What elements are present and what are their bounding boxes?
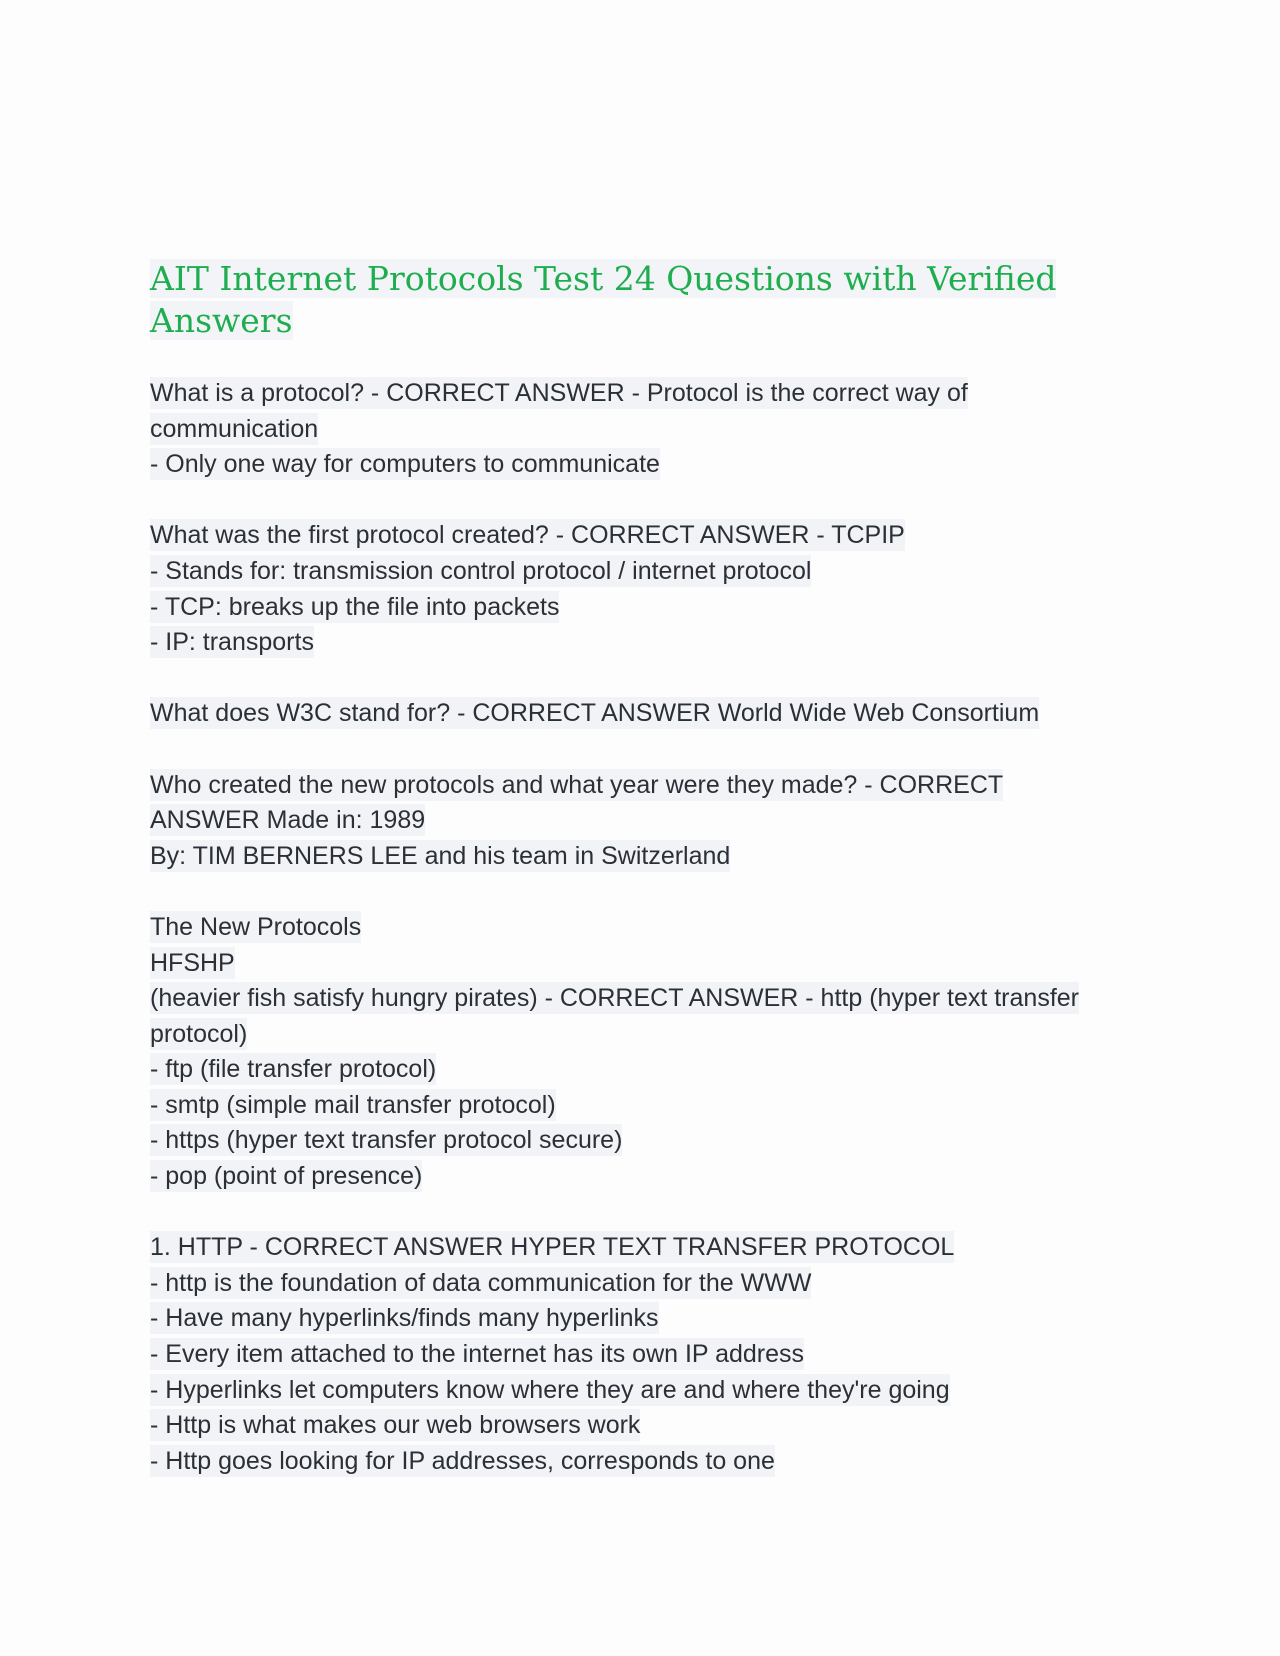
text-line [150,1266,1150,1302]
text-line [150,625,1150,661]
text-line-content: HFSHP [150,948,235,977]
paragraph-gap [150,874,1150,910]
text-line-content: 1. HTTP - CORRECT ANSWER HYPER TEXT TRANSFER PROTOCOL [150,1233,955,1262]
paragraph-gap [150,483,1150,519]
text-line-content: protocol) [150,1019,248,1048]
text-line-content: - Every item attached to the internet has its own IP address [150,1340,805,1369]
text-line-content: - pop (point of presence) [150,1162,423,1191]
text-line [150,803,1150,839]
title-line-2: Answers [150,301,293,340]
text-line-content: Who created the new protocols and what year were they made? - CORRECT [150,770,1004,799]
text-line [150,590,1150,626]
text-line-content: - https (hyper text transfer protocol secure) [150,1126,623,1155]
text-line [150,447,1150,483]
text-line-content: What was the first protocol created? - CORRECT ANSWER - TCPIP [150,521,905,550]
text-line [150,839,1150,875]
text-line [150,1444,1150,1480]
text-line-content: - Http goes looking for IP addresses, corresponds to one [150,1446,775,1475]
text-line [150,1017,1150,1053]
text-line-content: - Have many hyperlinks/finds many hyperlinks [150,1304,659,1333]
text-line-content: What does W3C stand for? - CORRECT ANSWER World Wide Web Consortium [150,699,1040,728]
text-line-content: - http is the foundation of data communication for the WWW [150,1268,812,1297]
text-line [150,518,1150,554]
qa-block [150,518,1150,660]
text-line-content: communication [150,414,319,443]
text-line [150,981,1150,1017]
text-line-content: The New Protocols [150,912,362,941]
paragraph-gap [150,661,1150,697]
text-line [150,1088,1150,1124]
text-line-content: - IP: transports [150,628,314,657]
qa-block [150,376,1150,483]
qa-block [150,696,1150,732]
text-line [150,1408,1150,1444]
text-line-content: - Hyperlinks let computers know where they are and where they're going [150,1375,950,1404]
text-line-content: - ftp (file transfer protocol) [150,1055,437,1084]
text-line [150,946,1150,982]
text-line-content: - smtp (simple mail transfer protocol) [150,1090,556,1119]
document-body [150,376,1150,1479]
text-line-content: - TCP: breaks up the file into packets [150,592,560,621]
qa-block [150,1230,1150,1479]
paragraph-gap [150,1195,1150,1231]
text-line [150,1301,1150,1337]
title-line-1: AIT Internet Protocols Test 24 Questions with Verified [150,259,1057,298]
document-page [150,258,1150,1479]
text-line [150,1159,1150,1195]
text-line-content: What is a protocol? - CORRECT ANSWER - Protocol is the correct way of [150,379,968,407]
qa-block [150,768,1150,875]
text-line-content: By: TIM BERNERS LEE and his team in Switzerland [150,841,731,870]
text-line [150,412,1150,448]
text-line-content: (heavier fish satisfy hungry pirates) - CORRECT ANSWER - http (hyper text transfer [150,984,1079,1013]
text-line [150,696,1150,732]
text-line-content: ANSWER Made in: 1989 [150,806,426,835]
text-line [150,1373,1150,1409]
text-line [150,768,1150,804]
text-line [150,1052,1150,1088]
text-line [150,376,1150,412]
text-line [150,1123,1150,1159]
text-line-content: - Stands for: transmission control protocol / internet protocol [150,556,812,585]
text-line [150,1230,1150,1266]
document-title [150,258,1150,342]
text-line-content: - Http is what makes our web browsers work [150,1411,641,1440]
paragraph-gap [150,732,1150,768]
text-line [150,910,1150,946]
text-line [150,1337,1150,1373]
qa-block [150,910,1150,1195]
text-line [150,554,1150,590]
text-line-content: - Only one way for computers to communicate [150,450,660,479]
